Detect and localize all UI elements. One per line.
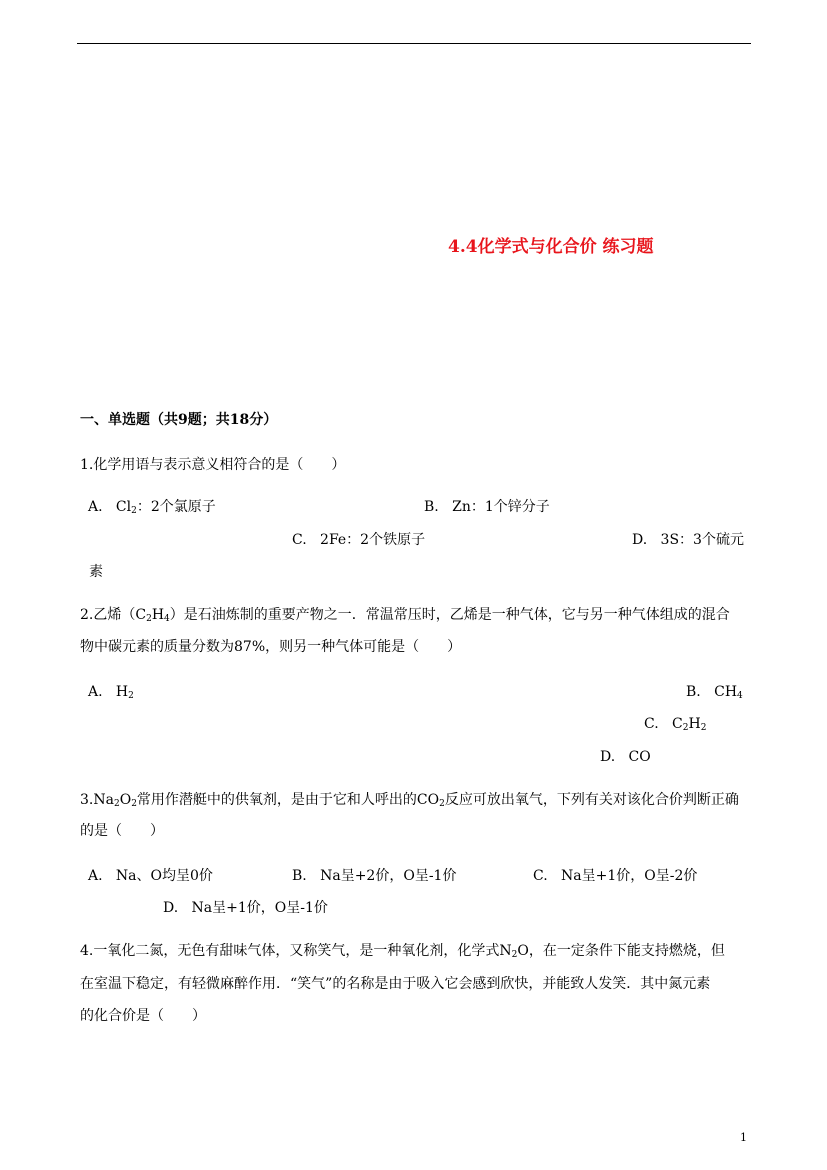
question-1-option-c[interactable]: C. 2Fe：2个铁原子: [292, 532, 426, 548]
header-rule: [77, 43, 751, 44]
option-letter: A.: [88, 684, 103, 700]
question-4-stem-line-3: 的化合价是（ ）: [80, 1008, 206, 1024]
option-letter: C.: [644, 716, 659, 732]
question-1-stem: 1.化学用语与表示意义相符合的是（ ）: [80, 457, 346, 473]
option-letter: D.: [600, 749, 616, 765]
option-letter: B.: [424, 499, 439, 515]
question-2-stem-line-2: 物中碳元素的质量分数为87%，则另一种气体可能是（ ）: [80, 639, 462, 655]
question-3-stem-line-2: 的是（ ）: [80, 823, 164, 839]
question-4-stem-line-2: 在室温下稳定，有轻微麻醉作用．“笑气”的名称是由于吸入它会感到欣快，并能致人发笑．其中氮元素: [80, 976, 711, 992]
question-2-option-d[interactable]: D. CO: [600, 749, 651, 765]
option-letter: D.: [632, 532, 648, 548]
question-1-option-d-wrap: 素: [89, 564, 103, 580]
option-letter: A.: [88, 868, 103, 884]
question-4-stem-line-1: 4.一氧化二氮，无色有甜味气体，又称笑气，是一种氧化剂，化学式$N_2O$，在一定条件下能支持燃烧，但: [80, 943, 725, 960]
option-letter: B.: [686, 684, 701, 700]
question-1-option-b[interactable]: B. Zn：1个锌分子: [424, 499, 550, 515]
question-3-stem-line-1: $3.Na_2O_2$常用作潜艇中的供氧剂，是由于它和人呼出的$CO_2$反应可放出氧气，下列有关对该化合价判断正确: [80, 792, 739, 809]
question-3-option-d[interactable]: D. Na呈+1价，O呈-1价: [163, 900, 328, 916]
question-3-option-b[interactable]: B. Na呈+2价，O呈-1价: [292, 868, 457, 884]
option-letter: C.: [533, 868, 548, 884]
page-number: 1: [740, 1131, 747, 1144]
question-1-option-a[interactable]: A. $Cl_2$：2个氯原子: [88, 499, 216, 516]
option-letter: B.: [292, 868, 307, 884]
option-letter: D.: [163, 900, 179, 916]
page-title: 4.4化学式与化合价 练习题: [448, 237, 654, 257]
option-letter: A.: [88, 499, 103, 515]
question-1-option-d[interactable]: D. 3S：3个硫元: [632, 532, 744, 548]
option-letter: C.: [292, 532, 307, 548]
question-2-option-a[interactable]: A. $H_2$: [88, 684, 134, 701]
section-heading: 一、单选题（共9题；共18分）: [80, 412, 278, 428]
question-2-option-c[interactable]: C. $C_2H_2$: [644, 716, 707, 733]
question-2-stem-line-1: 2.乙烯$(C_2H_4)$是石油炼制的重要产物之一．常温常压时，乙烯是一种气体，它与另一种气体组成的混合: [80, 607, 730, 624]
question-2-option-b[interactable]: B. $CH_4$: [686, 684, 743, 701]
question-3-option-a[interactable]: A. Na、O均呈0价: [88, 868, 213, 884]
question-3-option-c[interactable]: C. Na呈+1价，O呈-2价: [533, 868, 698, 884]
